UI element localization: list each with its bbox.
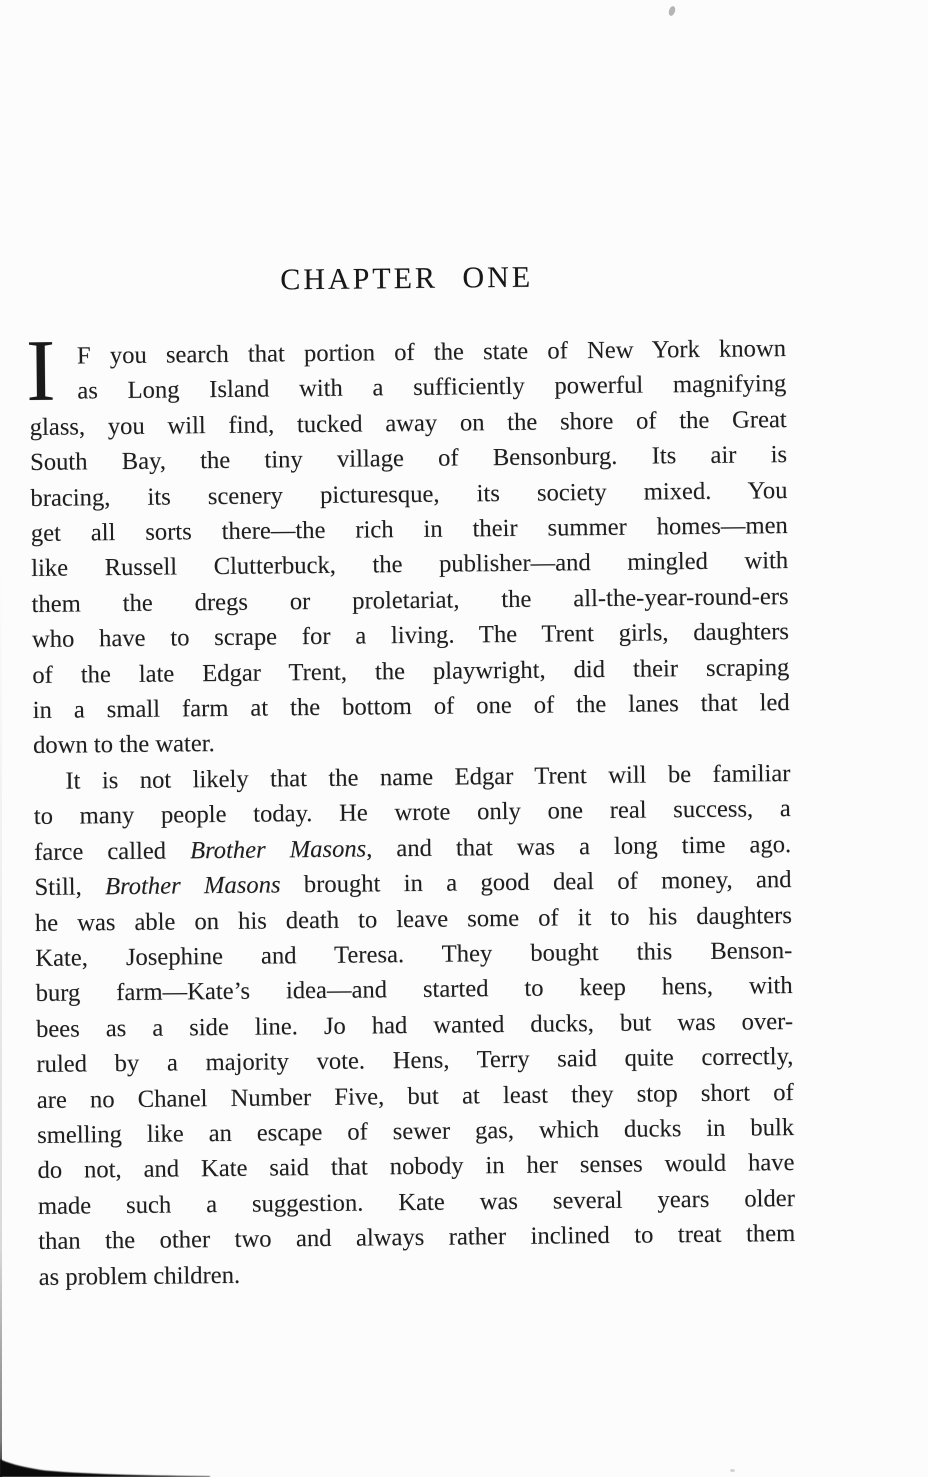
text-line: down to the water.	[32, 730, 215, 760]
paragraph-two-lines	[33, 756, 796, 1295]
text-line: It is not likely that the name Edgar Trent will be familiar	[65, 759, 791, 795]
page-content	[25, 258, 796, 1295]
text-line: glass, you will find, tucked away on the shore of the Great	[29, 405, 787, 441]
scan-corner-shadow	[0, 1459, 210, 1477]
paragraph-two	[33, 756, 796, 1295]
text-line: do not, and Kate said that nobody in her senses would have	[37, 1149, 795, 1185]
chapter-heading: CHAPTER ONE	[280, 260, 534, 297]
text-line: farce called Brother Masons, and that was a long time ago.	[34, 830, 792, 866]
text-line: burg farm—Kate’s idea—and started to keep hens, with	[35, 972, 793, 1008]
text-line: Kate, Josephine and Teresa. They bought this Benson-	[35, 936, 793, 972]
text-line: South Bay, the tiny village of Bensonburg. Its air is	[29, 441, 788, 477]
text-line: ruled by a majority vote. Hens, Terry said quite correctly,	[36, 1043, 794, 1079]
text-line: made such a suggestion. Kate was several years older	[37, 1184, 795, 1220]
text-line: smelling like an escape of sewer gas, which ducks in bulk	[36, 1113, 795, 1149]
text-line: of the late Edgar Trent, the playwright, did their scraping	[32, 653, 790, 689]
paragraph-one	[25, 322, 790, 764]
text-line: bracing, its scenery picturesque, its society mixed. You	[30, 476, 788, 512]
text-line: bees as a side line. Jo had wanted ducks, but was over-	[35, 1007, 794, 1043]
drop-cap-letter: I	[25, 322, 56, 420]
text-line: to many people today. He wrote only one real success, a	[33, 795, 791, 831]
scan-speck	[730, 1469, 735, 1472]
paragraph-one-lines	[29, 331, 790, 764]
text-line: them the dregs or proletariat, the all-the-year-round-ers	[31, 582, 789, 618]
text-line: get all sorts there—the rich in their summer homes—men	[30, 512, 788, 547]
scan-speck	[668, 5, 677, 16]
text-line: as problem children.	[38, 1261, 241, 1291]
text-line: Still, Brother Masons brought in a good deal of money, and	[34, 866, 792, 902]
text-line: like Russell Clutterbuck, the publisher—and mingled with	[31, 547, 789, 583]
text-line: F you search that portion of the state of New York known	[76, 335, 787, 370]
text-line: are no Chanel Number Five, but at least they stop short of	[36, 1078, 794, 1114]
text-line: he was able on his death to leave some of it to his daughters	[34, 901, 793, 937]
text-line: who have to scrape for a living. The Trent girls, daughters	[31, 618, 790, 654]
text-line: in a small farm at the bottom of one of the lanes that led	[32, 689, 790, 725]
scan-left-edge-shadow	[0, 560, 2, 1477]
text-line: as Long Island with a sufficiently powerful magnifying	[77, 370, 787, 405]
text-line: than the other two and always rather inclined to treat them	[38, 1220, 796, 1256]
